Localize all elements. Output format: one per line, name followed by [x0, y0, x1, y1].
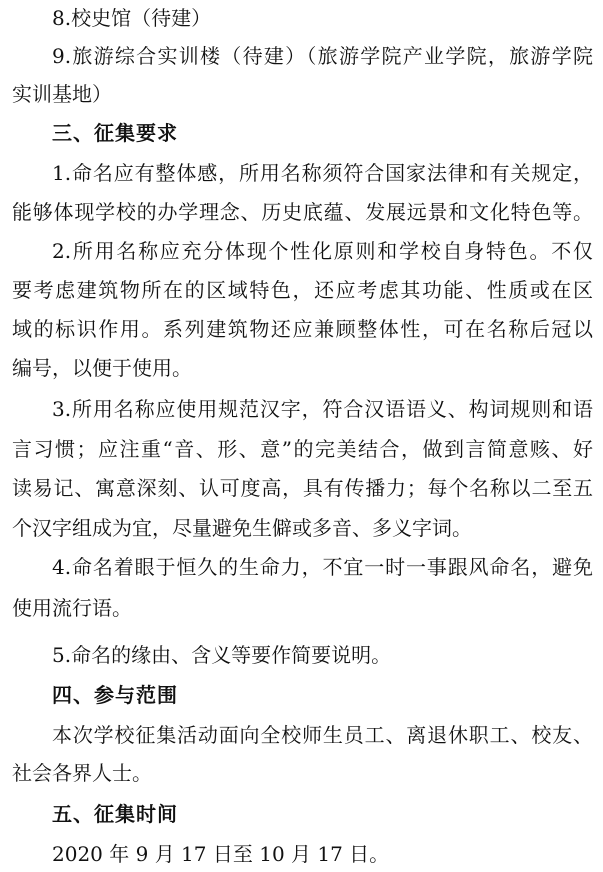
section-4-heading: 四、参与范围	[52, 683, 178, 707]
req-3-line-2: 言习惯；应注重“音、形、意”的完美结合，做到言简意赅、好	[12, 437, 593, 461]
collection-period: 2020 年 9 月 17 日至 10 月 17 日。	[52, 842, 390, 866]
req-4-line-1: 4.命名着眼于恒久的生命力，不宜一时一事跟风命名，避免	[52, 555, 593, 579]
scope-line-1: 本次学校征集活动面向全校师生员工、离退休职工、校友、	[52, 723, 593, 747]
req-3-line-1: 3.所用名称应使用规范汉字，符合汉语语义、构词规则和语	[52, 397, 593, 421]
req-4-line-2: 使用流行语。	[12, 596, 132, 620]
item-9-line-1: 9.旅游综合实训楼（待建）（旅游学院产业学院，旅游学院	[52, 44, 593, 68]
req-1-line-2: 能够体现学校的办学理念、历史底蕴、发展远景和文化特色等。	[12, 200, 593, 224]
item-8-line: 8.校史馆（待建）	[52, 6, 212, 30]
req-1-line-1: 1.命名应有整体感，所用名称须符合国家法律和有关规定，	[52, 161, 593, 185]
req-2-line-2: 要考虑建筑物所在的区域特色，还应考虑其功能、性质或在区	[12, 278, 593, 302]
item-9-line-2: 实训基地）	[12, 82, 112, 106]
req-3-line-3: 读易记、寓意深刻、认可度高，具有传播力；每个名称以二至五	[12, 476, 593, 500]
section-5-heading: 五、征集时间	[52, 802, 178, 826]
req-2-line-3: 域的标识作用。系列建筑物还应兼顾整体性，可在名称后冠以	[12, 317, 593, 341]
req-2-line-4: 编号，以便于使用。	[12, 356, 192, 380]
section-3-heading: 三、征集要求	[52, 121, 178, 145]
req-3-line-4: 个汉字组成为宜，尽量避免生僻或多音、多义字词。	[12, 516, 472, 540]
req-5-line-1: 5.命名的缘由、含义等要作简要说明。	[52, 643, 392, 667]
scope-line-2: 社会各界人士。	[12, 761, 152, 785]
req-2-line-1: 2.所用名称应充分体现个性化原则和学校自身特色。不仅	[52, 239, 593, 263]
